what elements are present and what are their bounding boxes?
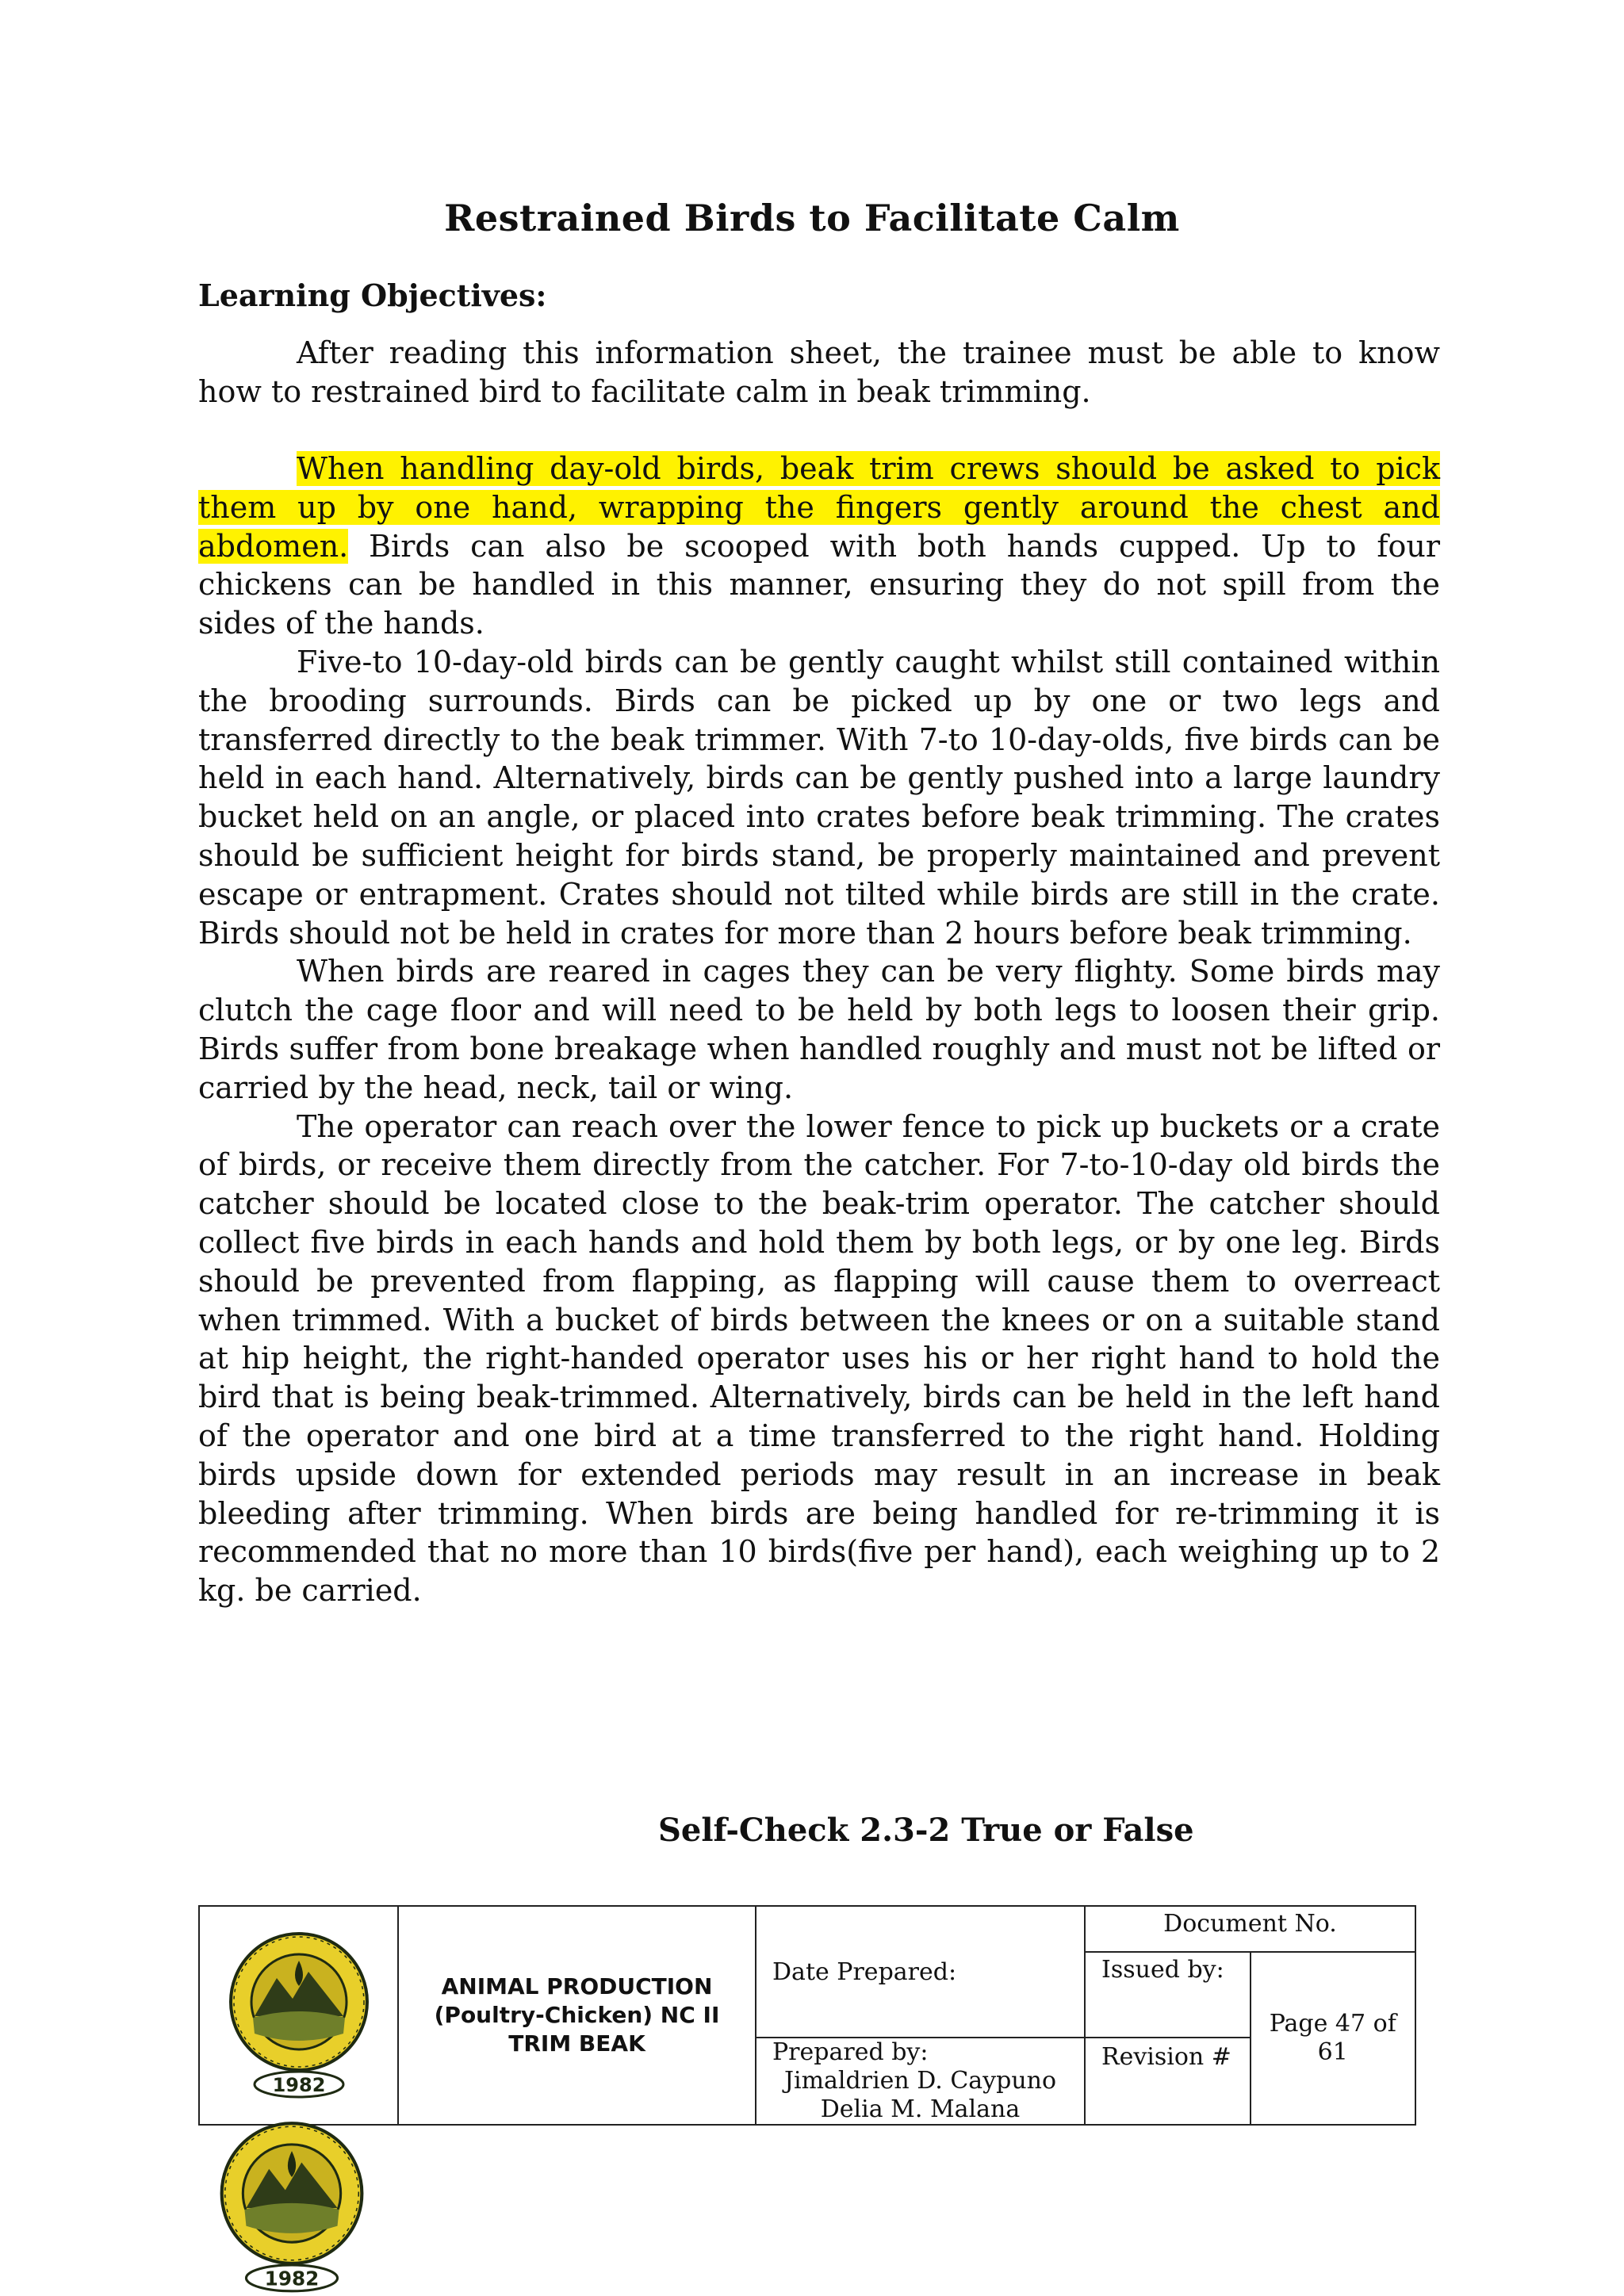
prepared-by-cell <box>756 2038 1085 2125</box>
paragraph-day-old-rest: Birds can also be scooped with both hands cupped. Up to four chickens can be handled in this manner, ensuring they do not spill from the sides of the hands. <box>198 528 1440 641</box>
preparer-name-2: Delia M. Malana <box>820 2095 1021 2123</box>
highlighted-text: When handling day-old birds, beak trim crews should be asked to pick them up by one hand, wrapping the fingers gently around the chest and abdomen. <box>198 451 1440 564</box>
prepared-by-label: Prepared by: <box>772 2038 929 2066</box>
bottom-seal-logo <box>213 2118 371 2296</box>
bottom-logo-year: 1982 <box>264 2267 320 2290</box>
footer-title-line3: TRIM BEAK <box>508 2030 645 2057</box>
main-content <box>198 450 1440 1610</box>
document-no-cell: Document No. <box>1085 1906 1415 1952</box>
page-number-line2: 61 <box>1317 2038 1348 2066</box>
paragraph-day-old <box>198 450 1440 643</box>
page-number-line1: Page 47 of <box>1269 2010 1396 2038</box>
learning-objectives-heading: Learning Objectives: <box>198 277 547 313</box>
date-prepared-cell: Date Prepared: <box>756 1906 1085 2038</box>
footer-logo-cell <box>199 1906 398 2125</box>
page-title: Restrained Birds to Facilitate Calm <box>444 197 1180 239</box>
paragraph-five-to-ten-day: Five-to 10-day-old birds can be gently caught whilst still contained within the brooding surrounds. Birds can be picked up by one or two legs and transferred directly to the beak trimmer. With 7-to 10-day-olds, five birds can be held in each hand. Alternatively, birds can be gently pushed into a large laundry bucket held on an angle, or placed into crates before beak trimming. The crates should be sufficient height for birds stand, be properly maintained and prevent escape or entrapment. Crates should not tilted while birds are still in the crate. Birds should not be held in crates for more than 2 hours before beak trimming. <box>198 644 1440 951</box>
self-check-heading: Self-Check 2.3-2 True or False <box>658 1812 1194 1849</box>
issued-by-cell: Issued by: <box>1085 1952 1251 2038</box>
footer-title-line1: ANIMAL PRODUCTION <box>441 1973 713 1999</box>
document-footer-table <box>198 1905 1416 2126</box>
revision-cell: Revision # <box>1085 2038 1251 2125</box>
footer-title-cell <box>398 1906 756 2125</box>
page-number-cell <box>1251 1952 1416 2125</box>
preparer-name-1: Jimaldrien D. Caypuno <box>783 2067 1057 2095</box>
footer-title-line2: (Poultry-Chicken) NC II <box>434 2002 720 2028</box>
intro-section <box>198 334 1440 411</box>
school-seal-logo <box>228 1929 370 2102</box>
intro-paragraph: After reading this information sheet, the trainee must be able to know how to restrained bird to facilitate calm in beak trimming. <box>198 335 1440 409</box>
logo-year: 1982 <box>272 2074 325 2096</box>
paragraph-cages: When birds are reared in cages they can be very flighty. Some birds may clutch the cage floor and will need to be held by both legs to loosen their grip. Birds suffer from bone breakage when handled roughly and must not be lifted or carried by the head, neck, tail or wing. <box>198 954 1440 1105</box>
paragraph-operator: The operator can reach over the lower fence to pick up buckets or a crate of birds, or receive them directly from the catcher. For 7-to-10-day old birds the catcher should be located close to the beak-trim operator. The catcher should collect five birds in each hands and hold them by both legs, or by one leg. Birds should be prevented from flapping, as flapping will cause them to overreact when trimmed. With a bucket of birds between the knees or on a suitable stand at hip height, the right-handed operator uses his or her right hand to hold the bird that is being beak-trimmed. Alternatively, birds can be held in the left hand of the operator and one bird at a time transferred to the right hand. Holding birds upside down for extended periods may result in an increase in beak bleeding after trimming. When birds are being handled for re-trimming it is recommended that no more than 10 birds(five per hand), each weighing up to 2 kg. be carried. <box>198 1108 1440 1609</box>
